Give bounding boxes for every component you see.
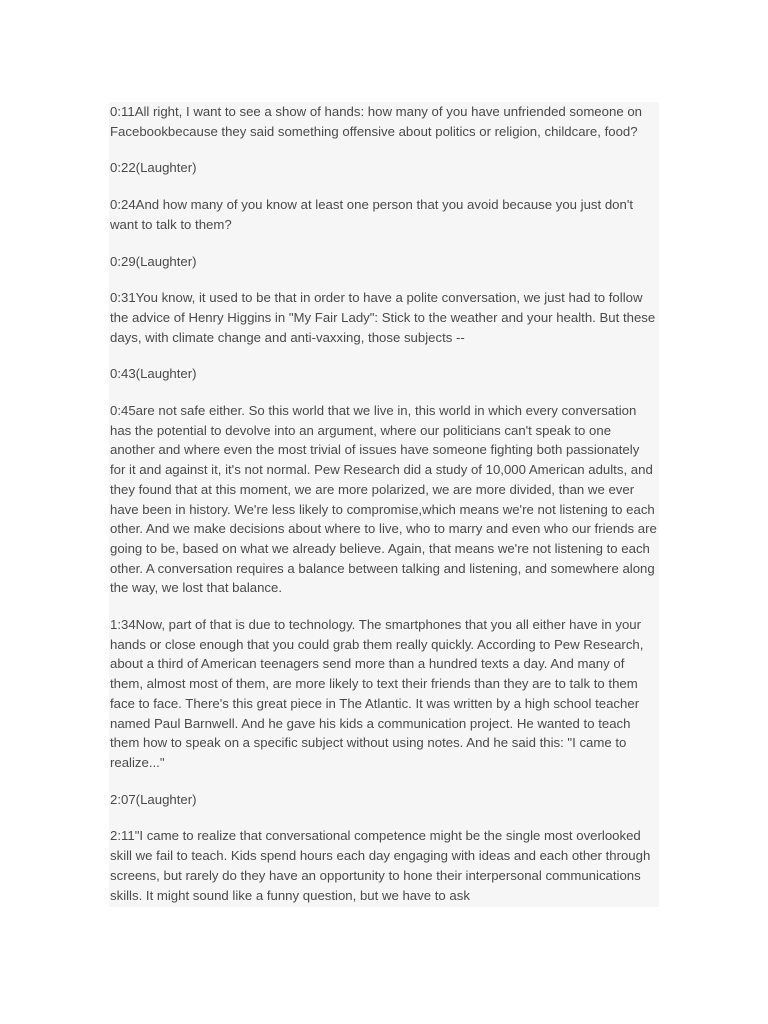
timestamp: 0:22 [110, 160, 136, 176]
timestamp: 0:29 [110, 253, 136, 269]
transcript-paragraph [109, 401, 659, 598]
transcript-paragraph [109, 826, 659, 905]
timestamp: 2:07 [110, 791, 136, 807]
transcript-paragraph [109, 252, 659, 272]
timestamp: 0:43 [110, 366, 136, 382]
transcript-paragraph [109, 158, 659, 178]
paragraph-text: (Laughter) [135, 253, 197, 269]
transcript-paragraph [109, 102, 659, 141]
timestamp: 0:24 [110, 197, 136, 213]
paragraph-text: (Laughter) [135, 791, 197, 807]
transcript-paragraph [109, 790, 659, 810]
paragraph-text: are not safe either. So this world that we live in, this world in which every conversation has the potential to devolve into an argument, where our politicians can't speak to one another and where even the most trivial of issues have someone fighting both passionately for it and against it, it's not normal. Pew Research did a study of 10,000 American adults, and they found that at this moment, we are more polarized, we are more divided, than we ever have been in history. We're less likely to compromise,which means we're not listening to each other. And we make decisions about where to live, who to marry and even who our friends are going to be, based on what we already believe. Again, that means we're not listening to each other. A conversation requires a balance between talking and listening, and somewhere along the way, we lost that balance. [110, 403, 657, 596]
timestamp: 2:11 [110, 828, 135, 844]
transcript-paragraph [109, 615, 659, 773]
paragraph-text: "I came to realize that conversational competence might be the single most overlooked skill we fail to teach. Kids spend hours each day engaging with ideas and each other through screens, but rarely do they have an opportunity to hone their interpersonal communications skills. It might sound like a funny question, but we have to ask [110, 828, 651, 903]
transcript-block [109, 102, 659, 907]
timestamp: 1:34 [110, 617, 136, 633]
paragraph-text: All right, I want to see a show of hands: how many of you have unfriended someone on Facebookbecause they said something offensive about politics or religion, childcare, food? [110, 104, 642, 139]
timestamp: 0:45 [110, 403, 136, 419]
transcript-paragraph [109, 288, 659, 347]
paragraph-text: (Laughter) [135, 160, 197, 176]
timestamp: 0:11 [110, 104, 135, 119]
paragraph-text: Now, part of that is due to technology. The smartphones that you all either have in your hands or close enough that you could grab them really quickly. According to Pew Research, about a third of American teenagers send more than a hundred texts a day. And many of them, almost most of them, are more likely to text their friends than they are to talk to them face to face. There's this great piece in The Atlantic. It was written by a high school teacher named Paul Barnwell. And he gave his kids a communication project. He wanted to teach them how to speak on a specific subject without using notes. And he said this: "I came to realize..." [110, 617, 644, 770]
paragraph-text: You know, it used to be that in order to have a polite conversation, we just had to follow the advice of Henry Higgins in "My Fair Lady": Stick to the weather and your health. But these days, with climate change and anti-vaxxing, those subjects -- [110, 290, 656, 345]
paragraph-text: (Laughter) [135, 366, 197, 382]
timestamp: 0:31 [110, 290, 136, 306]
paragraph-text: And how many of you know at least one person that you avoid because you just don't want to talk to them? [110, 197, 634, 232]
transcript-paragraph [109, 195, 659, 234]
transcript-paragraph [109, 364, 659, 384]
